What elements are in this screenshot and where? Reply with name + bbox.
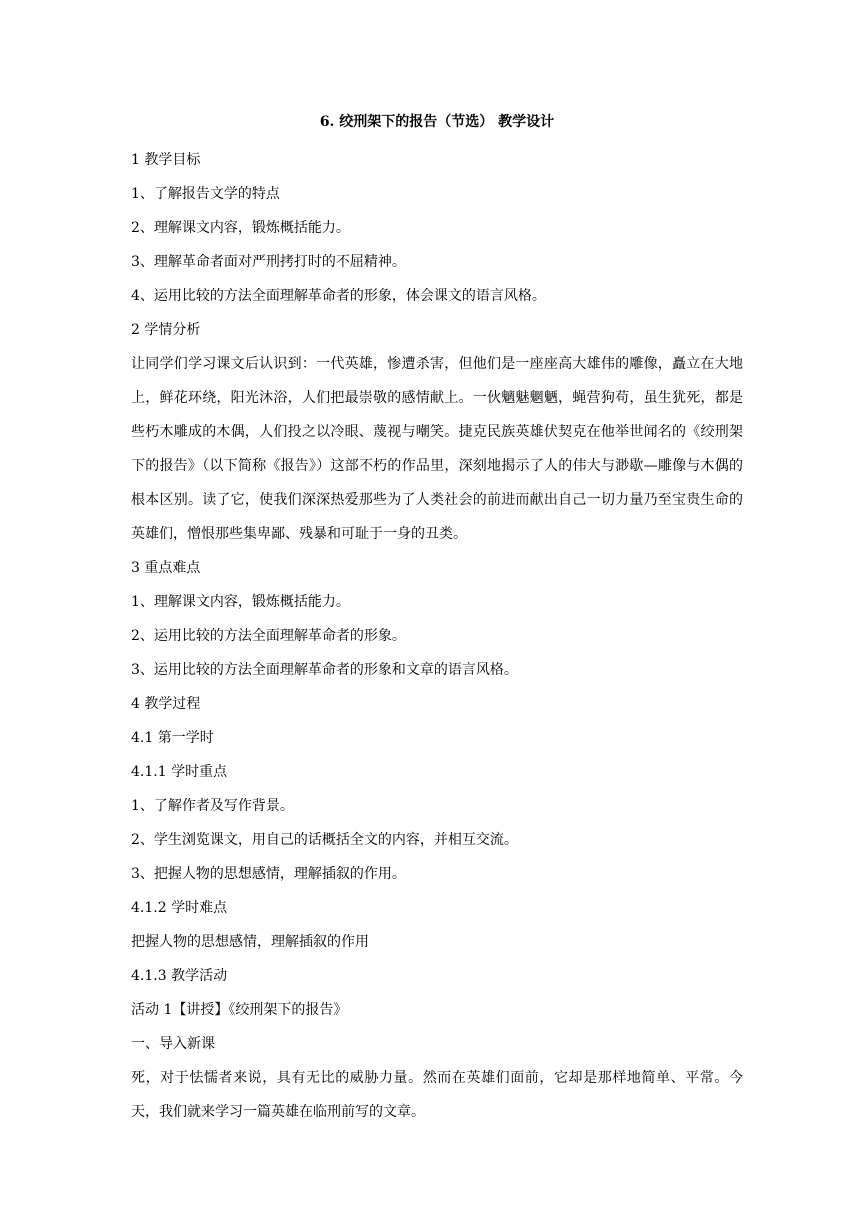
difficulty-text: 把握人物的思想感情，理解插叙的作用 <box>131 934 369 950</box>
goal-item-3: 3、理解革命者面对严刑拷打时的不屈精神。 <box>131 254 406 270</box>
section-heading-teaching-goals: 1 教学目标 <box>131 152 201 168</box>
document-title: 6. 绞刑架下的报告（节选） 教学设计 <box>319 114 555 130</box>
subsection-first-lesson: 4.1 第一学时 <box>131 730 214 746</box>
key-point-item-1: 1、理解课文内容，锻炼概括能力。 <box>131 594 350 610</box>
introduction-paragraph: 死，对于怯懦者来说，具有无比的威胁力量。然而在英雄们面前，它却是那样地简单、平常。今天，我们就来学习一篇英雄在临刑前写的文章。 <box>131 1070 743 1120</box>
step-heading-introduction: 一、导入新课 <box>131 1036 215 1052</box>
section-heading-teaching-process: 4 教学过程 <box>131 696 201 712</box>
key-point-item-3: 3、运用比较的方法全面理解革命者的形象和文章的语言风格。 <box>131 662 518 678</box>
subsection-lesson-focus: 4.1.1 学时重点 <box>131 764 228 780</box>
goal-item-2: 2、理解课文内容，锻炼概括能力。 <box>131 220 350 236</box>
focus-item-1: 1、了解作者及写作背景。 <box>131 798 294 814</box>
key-point-item-2: 2、运用比较的方法全面理解革命者的形象。 <box>131 628 406 644</box>
section-heading-key-points: 3 重点难点 <box>131 560 201 576</box>
focus-item-3: 3、把握人物的思想感情，理解插叙的作用。 <box>131 866 406 882</box>
section-heading-student-analysis: 2 学情分析 <box>131 322 201 338</box>
student-analysis-paragraph: 让同学们学习课文后认识到：一代英雄，惨遭杀害，但他们是一座座高大雄伟的雕像，矗立在大地上，鲜花环绕，阳光沐浴，人们把最崇敬的感情献上。一伙魑魅魍魉，蝇营狗苟，虽生犹死，都是些朽木雕成的木偶，人们投之以冷眼、蔑视与嘲笑。捷克民族英雄伏契克在他举世闻名的《绞刑架下的报告》（以下简称《报告》）这部不朽的作品里，深刻地揭示了人的伟大与渺歇—雕像与木偶的根本区别。读了它，使我们深深热爱那些为了人类社会的前进而献出自己一切力量乃至宝贵生命的英雄们，憎恨那些集卑鄙、残暴和可耻于一身的丑类。 <box>131 356 743 542</box>
activity-1-heading: 活动 1【讲授】《绞刑架下的报告》 <box>131 1002 348 1018</box>
subsection-teaching-activities: 4.1.3 教学活动 <box>131 968 228 984</box>
subsection-lesson-difficulty: 4.1.2 学时难点 <box>131 900 228 916</box>
goal-item-1: 1、了解报告文学的特点 <box>131 186 280 202</box>
document-body <box>131 110 743 1129</box>
goal-item-4: 4、运用比较的方法全面理解革命者的形象，体会课文的语言风格。 <box>131 288 546 304</box>
focus-item-2: 2、学生浏览课文，用自己的话概括全文的内容，并相互交流。 <box>131 832 518 848</box>
